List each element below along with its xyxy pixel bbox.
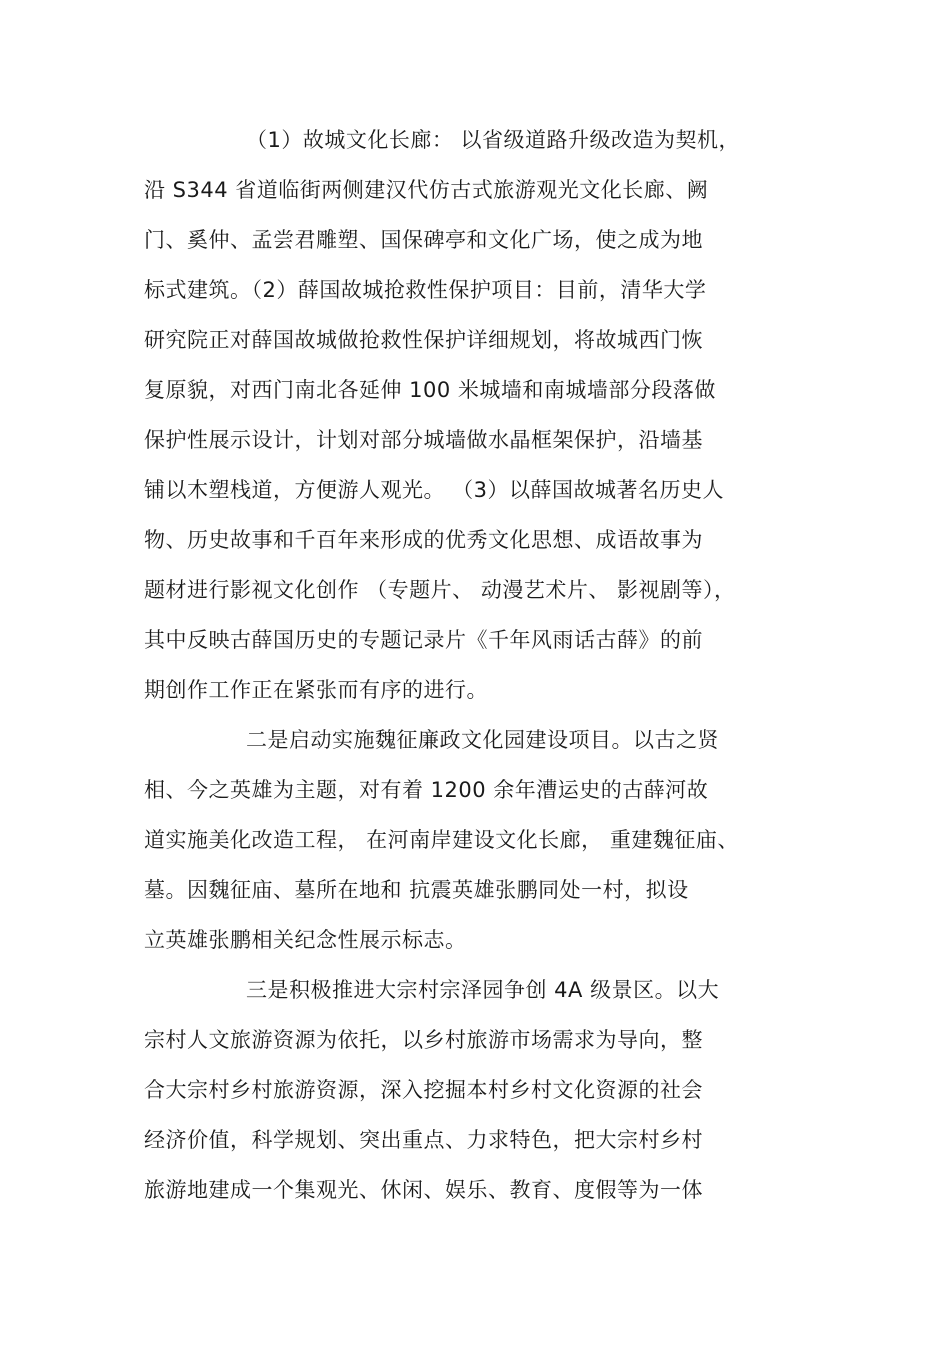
text-line: 墓。因魏征庙、墓所在地和 抗震英雄张鹏同处一村，拟设 — [144, 878, 689, 902]
text-line: 三是积极推进大宗村宗泽园争创 4A 级景区。以大 — [246, 978, 720, 1002]
text-line: 铺以木塑栈道，方便游人观光。 （3）以薛国故城著名历史人 — [144, 478, 725, 502]
text-line: 标式建筑。（2）薛国故城抢救性保护项目：目前，清华大学 — [144, 278, 707, 302]
text-line: 复原貌，对西门南北各延伸 100 米城墙和南城墙部分段落做 — [144, 378, 716, 402]
text-line: 宗村人文旅游资源为依托，以乡村旅游市场需求为导向，整 — [144, 1028, 703, 1052]
text-line: 期创作工作正在紧张而有序的进行。 — [144, 678, 488, 702]
text-line: 题材进行影视文化创作 （专题片、 动漫艺术片、 影视剧等）， — [144, 578, 736, 602]
text-line: 物、历史故事和千百年来形成的优秀文化思想、成语故事为 — [144, 528, 703, 552]
text-line: 二是启动实施魏征廉政文化园建设项目。以古之贤 — [246, 728, 719, 752]
text-line: 道实施美化改造工程， 在河南岸建设文化长廊， 重建魏征庙、 — [144, 828, 739, 852]
text-line: 相、今之英雄为主题，对有着 1200 余年漕运史的古薛河故 — [144, 778, 709, 802]
text-line: （1）故城文化长廊： 以省级道路升级改造为契机， — [246, 128, 741, 152]
text-line: 合大宗村乡村旅游资源，深入挖掘本村乡村文化资源的社会 — [144, 1078, 703, 1102]
text-line: 其中反映古薛国历史的专题记录片《千年风雨话古薛》的前 — [144, 628, 703, 652]
text-line: 经济价值，科学规划、突出重点、力求特色，把大宗村乡村 — [144, 1128, 703, 1152]
text-line: 沿 S344 省道临街两侧建汉代仿古式旅游观光文化长廊、阙 — [144, 178, 709, 202]
text-line: 旅游地建成一个集观光、休闲、娱乐、教育、度假等为一体 — [144, 1178, 703, 1202]
text-line: 保护性展示设计，计划对部分城墙做水晶框架保护，沿墙基 — [144, 428, 703, 452]
text-line: 门、奚仲、孟尝君雕塑、国保碑亭和文化广场，使之成为地 — [144, 228, 703, 252]
text-line: 研究院正对薛国故城做抢救性保护详细规划，将故城西门恢 — [144, 328, 703, 352]
text-line: 立英雄张鹏相关纪念性展示标志。 — [144, 928, 467, 952]
